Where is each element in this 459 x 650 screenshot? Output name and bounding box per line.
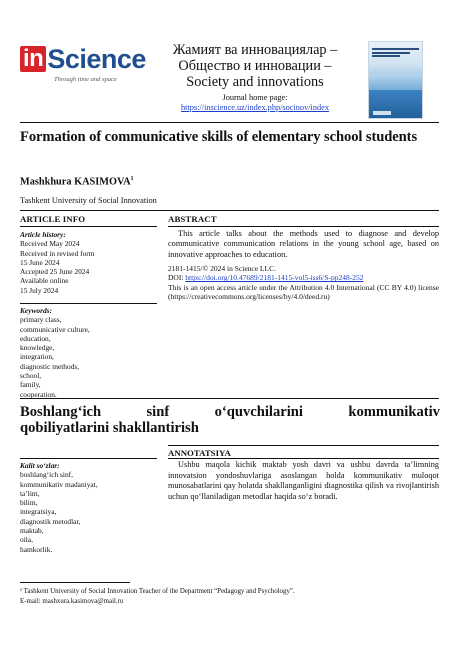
article-title: Formation of communicative skills of elementary school students (20, 129, 418, 145)
uz-keyword: diagnostik metodlar, (20, 516, 81, 526)
title-uz-word: Boshlang‘ich (20, 404, 102, 420)
annotation-top-rule (168, 445, 439, 446)
keywords-label: Keywords: (20, 306, 53, 315)
logo-in: in (20, 46, 46, 72)
logo-tagline: Through time and space (54, 76, 117, 83)
history-item: Available online (20, 276, 69, 286)
uz-keyword: ta’lim, (20, 488, 40, 498)
footnote-rule (20, 582, 130, 583)
header-divider (20, 122, 439, 123)
title-uz-word: kommunikativ (348, 404, 440, 420)
uz-keyword: maktab, (20, 526, 44, 536)
uz-keywords-label: Kalit so‘zlar: (20, 461, 60, 470)
annotation-heading: ANNOTATSIYA (168, 448, 231, 458)
journal-header (155, 42, 355, 113)
uz-keywords-rule (20, 458, 157, 459)
title-uz-word: sinf (146, 404, 170, 420)
article-meta (168, 264, 439, 302)
section-divider (20, 398, 439, 399)
uz-keyword: bilim, (20, 498, 38, 508)
keyword: school, (20, 371, 42, 381)
keywords-block (20, 306, 157, 399)
homepage-link[interactable]: https://inscience.uz/index.php/socinov/index (181, 103, 329, 112)
footnote (20, 587, 440, 606)
footnote-affiliation: ¹ Tashkent University of Social Innovation Teacher of the Department “Pedagogy and Psychology”. (20, 588, 295, 595)
inscience-logo (20, 45, 145, 95)
keyword: diagnostic methods, (20, 361, 80, 371)
section-divider (20, 210, 439, 211)
author-name: Mashkhura KASIMOVA$^1$ (20, 176, 134, 188)
history-label: Article history: (20, 230, 66, 239)
uz-keyword: oila, (20, 535, 33, 545)
journal-cover-image (368, 41, 423, 119)
issn-copyright: 2181-1415/© 2024 in Science LLC. (168, 264, 276, 273)
uz-keywords-block (20, 461, 157, 554)
homepage-label: Journal home page: (222, 93, 288, 102)
article-info-rule (20, 226, 157, 227)
title-uz-word: o‘quvchilarini (214, 404, 303, 420)
journal-title-uz: Жамият ва инновациялар – (172, 42, 338, 58)
uz-keyword: integratsiya, (20, 507, 57, 517)
annotation-text: Ushbu maqola kichik maktab yosh davri va ushbu davrda ta’limning innovatsion yondoshuvlariga asoslangan holda kommunikativ muloqot munosabatlarini qay holatda shakllanganligini diagnostika qilish va rivojlantirish uchun qo‘llaniladigan metodlar haqida so‘z boradi. (168, 460, 439, 501)
keyword: education, (20, 333, 51, 343)
keyword: integration, (20, 352, 54, 362)
title-uz-line2: qobiliyatlarini shakllantirish (20, 420, 199, 436)
keyword: knowledge, (20, 343, 55, 353)
annotation-rule (168, 458, 439, 459)
doi-line: DOI: https://doi.org/10.47689/2181-1415-vol5-iss6/S-pp248-252 (168, 273, 364, 283)
abstract-heading: ABSTRACT (168, 214, 217, 224)
keyword: primary class, (20, 315, 62, 325)
keyword: cooperation. (20, 389, 57, 399)
license-text: This is an open access article under the Attribution 4.0 International (CC BY 4.0) license (https://creativecommons.org/licenses/by/4.0/deed.ru) (168, 282, 439, 302)
article-info-heading: ARTICLE INFO (20, 214, 86, 224)
history-item: Accepted 25 June 2024 (20, 267, 90, 277)
doi-link[interactable]: https://doi.org/10.47689/2181-1415-vol5-iss6/S-pp248-252 (185, 273, 364, 283)
keywords-rule (20, 303, 157, 304)
author-affiliation: Tashkent University of Social Innovation (20, 196, 157, 205)
logo-science: Science (47, 44, 146, 74)
history-item: Received in revised form (20, 248, 95, 258)
article-title-uz (20, 404, 440, 436)
abstract-rule (168, 226, 439, 227)
article-history (20, 230, 157, 295)
journal-title-ru: Общество и инновации – (178, 58, 332, 74)
history-item: 15 July 2024 (20, 285, 59, 295)
abstract-text: This article talks about the methods used to diagnose and develop communicative communication relations in the young school age, based on innovative approaches to education. (168, 229, 439, 259)
journal-title-en: Society and innovations (186, 74, 324, 90)
history-item: 15 June 2024 (20, 257, 60, 267)
uz-keyword: hamkorlik. (20, 544, 53, 554)
history-item: Received May 2024 (20, 239, 80, 249)
keyword: family, (20, 380, 41, 390)
uz-keyword: kommunikativ madaniyat, (20, 479, 98, 489)
keyword: communicative culture, (20, 324, 90, 334)
footnote-email: E-mail: mashxura.kasimova@mail.ru (20, 597, 124, 605)
uz-keyword: boshlang‘ich sinf, (20, 470, 73, 480)
